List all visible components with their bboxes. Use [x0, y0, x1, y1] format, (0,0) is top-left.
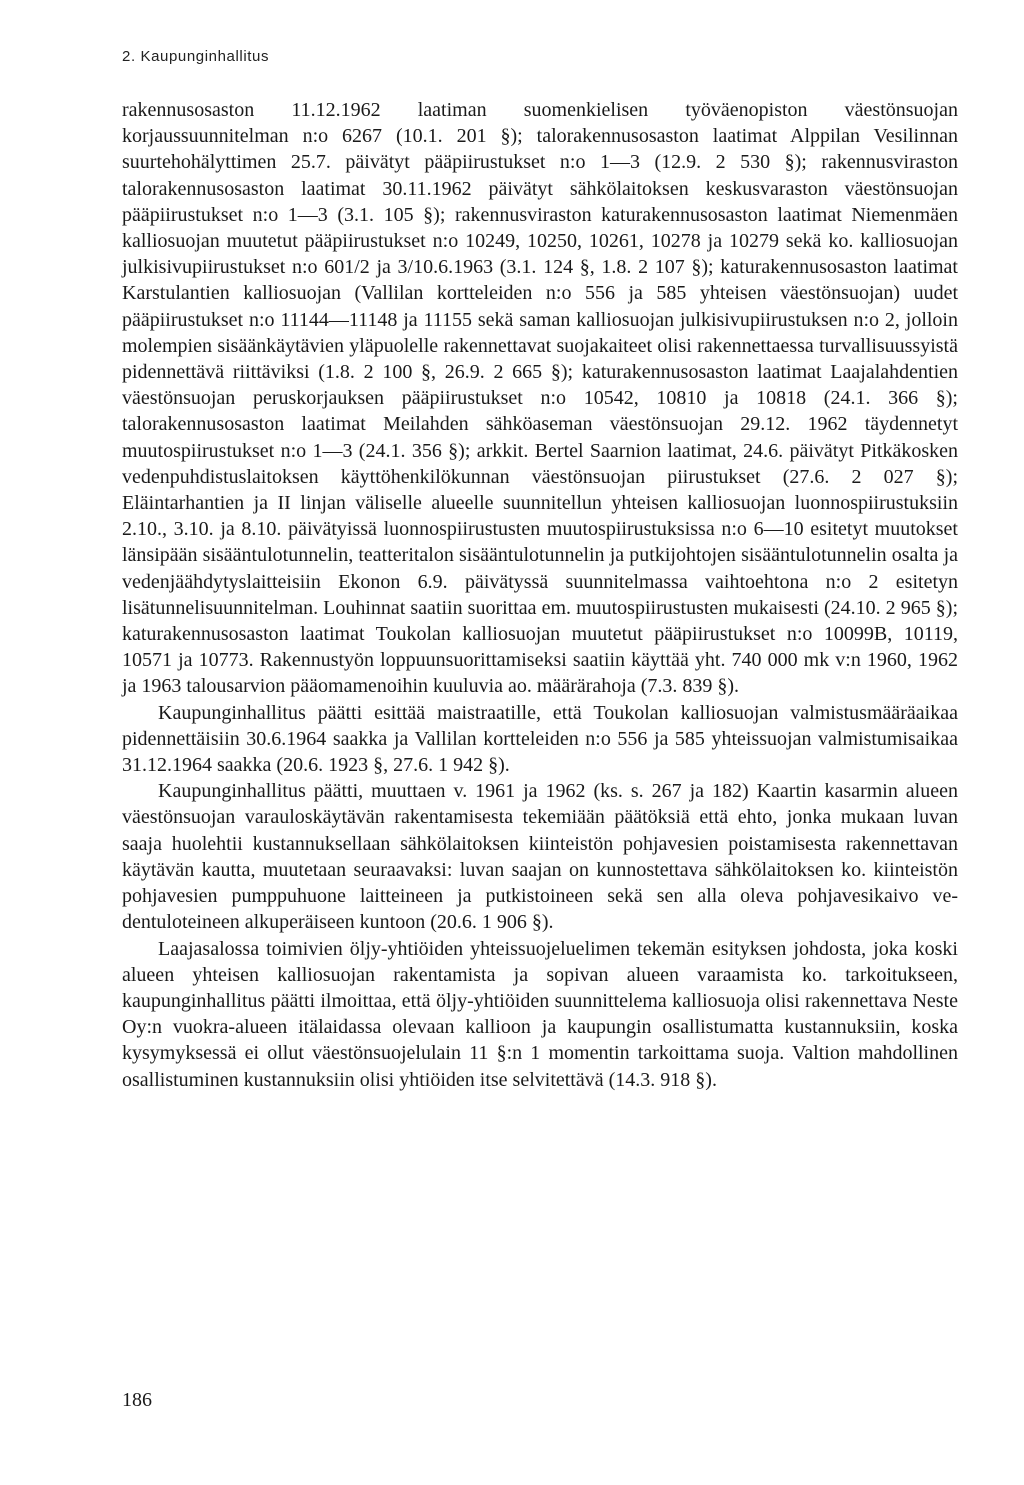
paragraph-laajasalo: Laajasalossa toimivien öljy-yhtiöiden yhteissuojeluelimen tekemän esityksen johdosta, joka koski alueen yhteisen kalliosuojan rakentamista ja sopivan alueen varaamista ko. tarkoitukseen, kaupunginhallitus päätti ilmoittaa, että öljy-yhtiöiden suunnittelema kalliosuoja olisi rakennettava Neste Oy:n vuokra-alueen itälaidassa olevaan kallioon ja kaupungin osallistumatta kustannuksiin, koska kysymyksessä ei ollut väestönsuojelulain 11 §:n 1 momentin tarkoittama suoja. Valtion mahdollinen osallistuminen kustannuksiin olisi yhtiöiden itse selvitettävä (14.3. 918 §). — [122, 937, 958, 1091]
document-page — [122, 0, 958, 1485]
paragraph-toukola-deadline: Kaupunginhallitus päätti esittää maistraatille, että Toukolan kalliosuojan valmistusmääräaikaa pidennettäisiin 30.6.1964 saakka ja Vallilan kortteleiden n:o 556 ja 585 yhteissuojan valmistumisaikaa 31.12.1964 saakka (20.6. 1923 §, 27.6. 1 942 §). — [122, 701, 958, 777]
body-text — [122, 97, 958, 1093]
running-head: 2. Kaupunginhallitus — [122, 48, 270, 65]
paragraph-kaartin-kasarmi: Kaupunginhallitus päätti, muuttaen v. 1961 ja 1962 (ks. s. 267 ja 182) Kaartin kasarmin alueen väestönsuojan varauloskäytävän rakentamisesta tekemiään päätöksiä että ehto, jonka mukaan luvan saaja huolehtii kustannuksellaan sähkölaitoksen kiinteistön pohjavesien poistamisesta rakennettavan käytävän kautta, muutetaan seuraavaksi: luvan saajan on kunnostettava sähkölaitoksen ko. kiinteistön pohjavesien pumppuhuone laitteineen ja putkistoineen sekä sen alla oleva pohjavesikaivo vedentuloteineen alkuperäiseen kuntoon (20.6. 1 906 §). — [122, 780, 958, 934]
paragraph-continuation: rakennusosaston 11.12.1962 laatiman suomenkielisen työväenopiston väestönsuojan korjaussuunnitelman n:o 6267 (10.1. 201 §); talorakennusosaston laatimat Alppilan Vesilinnan suurtehohälyttimen 25.7. päivätyt pääpiirustukset n:o 1—3 (12.9. 2 530 §); rakennusviraston talorakennusosaston laatimat 30.11.1962 päivätyt sähkölaitoksen keskusvaraston väestönsuojan pääpiirustukset n:o 1—3 (3.1. 105 §); rakennusviraston katurakennusosaston laatimat Niemenmäen kalliosuojan muutetut pääpiirustukset n:o 10249, 10250, 10261, 10278 ja 10279 sekä ko. kalliosuojan julkisivupiirustukset n:o 601/2 ja 3/10.6.1963 (3.1. 124 §, 1.8. 2 107 §); katurakennusosaston laatimat Karstulantien kalliosuojan (Vallilan kortteleiden n:o 556 ja 585 yhteisen väestönsuojan) uudet pääpiirustukset n:o 11144—11148 ja 11155 sekä saman kalliosuojan julkisivupiirustuksen n:o 2, jolloin molempien sisäänkäytävien yläpuolelle rakennettavat suojakaiteet olisi rakennettaessa turvallisuussyistä pidennettävä riittäviksi (1.8. 2 100 §, 26.9. 2 665 §); katurakennusosaston laatimat Laajalahdentien väestönsuojan peruskorjauksen pääpiirustukset n:o 10542, 10810 ja 10818 (24.1. 366 §); talorakennusosaston laatimat Meilahden sähköaseman väestönsuojan 29.12. 1962 täydennetyt muutospiirustukset n:o 1—3 (24.1. 356 §); arkkit. Bertel Saarnion laatimat, 24.6. päivätyt Pitkäkosken vedenpuhdistuslaitoksen käyttöhenkilökunnan väestönsuojan piirustukset (27.6. 2 027 §); Eläintarhantien ja II linjan väliselle alueelle suunnitellun yhteisen kalliosuojan luonnospiirustuksiin 2.10., 3.10. ja 8.10. päivätyissä luonnospiirustusten muutospiirustuksissa n:o 6—10 esitetyt muutokset länsipään sisääntulotunnelin, teatteritalon sisääntulotunnelin ja putkijohtojen sisääntulotunnelin osalta ja vedenjäähdytyslaitteisiin Ekonon 6.9. päivätyssä suunnitelmassa vaihtoehtona n:o 2 esitetyn lisätunnelisuunnitelman. Louhinnat saatiin suorittaa em. muutospiirustusten mukaisesti (24.10. 2 965 §); katurakennusosaston laatimat Toukolan kalliosuojan muutetut pääpiirustukset n:o 10099B, 10119, 10571 ja 10773. Rakennustyön loppuunsuorittamiseksi saatiin käyttää yht. 740 000 mk v:n 1960, 1962 ja 1963 talousarvion pääomamenoihin kuuluvia ao. määrärahoja (7.3. 839 §). — [122, 99, 958, 698]
page-number: 186 — [122, 1389, 152, 1411]
